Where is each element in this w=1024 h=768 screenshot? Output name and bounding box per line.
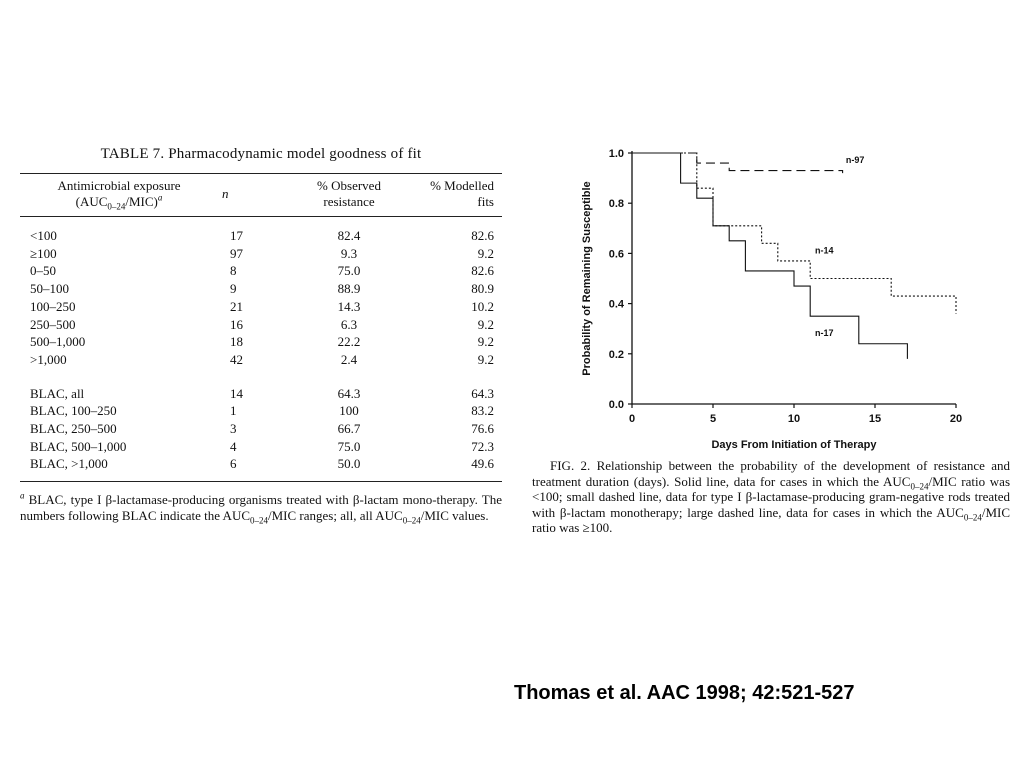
cell-exposure: 250–500 <box>30 316 76 332</box>
cell-n: 16 <box>230 316 243 332</box>
cell-modelled: 76.6 <box>471 421 494 437</box>
y-tick-label: 0.0 <box>608 399 624 411</box>
table-header-row <box>20 174 502 217</box>
header-modelled-line1: % Modelled <box>430 178 494 193</box>
y-tick-label: 0.8 <box>608 198 624 211</box>
cell-observed: 14.3 <box>337 298 361 314</box>
table-row <box>20 438 502 456</box>
x-tick-label: 0 <box>628 413 636 425</box>
cell-n: 4 <box>230 438 237 454</box>
header-exposure-line2b: /MIC) <box>125 194 158 209</box>
table-title: TABLE 7. Pharmacodynamic model goodness of fit <box>100 146 422 162</box>
cell-exposure: 50–100 <box>30 281 69 297</box>
cell-observed: 64.3 <box>337 385 361 401</box>
cell-n: 8 <box>230 263 237 279</box>
cell-modelled: 10.2 <box>471 298 494 314</box>
cell-observed: 6.3 <box>340 316 358 332</box>
citation: Thomas et al. AAC 1998; 42:521-527 <box>514 682 855 704</box>
cell-observed: 22.2 <box>337 334 361 350</box>
cell-n: 21 <box>230 298 243 314</box>
table-panel <box>20 146 502 526</box>
x-tick-label: 5 <box>709 413 717 425</box>
cell-observed: 75.0 <box>337 263 361 279</box>
cell-n: 42 <box>230 351 243 367</box>
series-label: n-14 <box>815 245 834 256</box>
cell-modelled: 9.2 <box>477 351 494 367</box>
header-exposure <box>20 174 220 217</box>
header-exposure-sup: a <box>157 192 163 203</box>
cell-observed: 9.3 <box>340 245 358 261</box>
series-line-n-97 <box>632 153 843 173</box>
cell-n: 9 <box>230 281 237 297</box>
table-row <box>20 280 502 298</box>
cell-n: 18 <box>230 334 243 350</box>
y-tick-label: 0.4 <box>608 298 624 311</box>
survival-chart-panel <box>576 144 976 454</box>
cell-modelled: 83.2 <box>471 403 494 419</box>
cell-observed: 88.9 <box>337 281 361 297</box>
header-observed-line2: resistance <box>323 194 375 209</box>
header-exposure-sub: 0–24 <box>107 201 126 212</box>
cell-observed: 75.0 <box>337 438 361 454</box>
table-body-group1 <box>20 217 502 369</box>
series-label: n-97 <box>845 155 865 166</box>
footnote-text2: /MIC ranges; all, all AUC <box>268 507 403 523</box>
header-n: n <box>222 186 229 201</box>
table-row <box>20 333 502 351</box>
cell-exposure: 0–50 <box>30 263 56 279</box>
table-row <box>20 262 502 280</box>
cell-modelled: 9.2 <box>477 245 494 261</box>
header-exposure-line2a: (AUC <box>75 194 108 209</box>
cell-exposure: BLAC, 500–1,000 <box>30 438 127 454</box>
table-row <box>20 420 502 438</box>
y-tick-label: 1.0 <box>608 148 624 160</box>
table-row <box>20 402 502 420</box>
caption-sub2: 0–24 <box>963 512 982 523</box>
header-modelled-line2: fits <box>477 194 494 209</box>
cell-observed: 100 <box>339 403 359 419</box>
cell-n: 14 <box>230 385 243 401</box>
header-observed <box>287 174 411 217</box>
cell-observed: 66.7 <box>337 421 361 437</box>
x-tick-label: 10 <box>787 413 801 425</box>
survival-chart <box>576 144 976 454</box>
cell-n: 17 <box>230 228 243 243</box>
x-tick-label: 15 <box>868 413 882 425</box>
goodness-of-fit-table <box>20 173 502 481</box>
cell-modelled: 9.2 <box>477 316 494 332</box>
footnote-sub2: 0–24 <box>402 515 421 526</box>
cell-modelled: 82.6 <box>471 263 494 279</box>
cell-modelled: 72.3 <box>471 438 494 454</box>
caption-sub1: 0–24 <box>910 481 929 492</box>
cell-n: 6 <box>230 456 237 472</box>
header-modelled <box>411 174 502 217</box>
table-bottom-rule <box>20 481 502 482</box>
table-row <box>20 217 502 245</box>
cell-exposure: BLAC, 250–500 <box>30 421 117 437</box>
cell-modelled: 80.9 <box>471 281 494 297</box>
cell-exposure: >1,000 <box>30 351 67 367</box>
table-row <box>20 385 502 403</box>
series-label: n-17 <box>815 328 834 339</box>
cell-observed: 82.4 <box>337 228 361 243</box>
table-row <box>20 245 502 263</box>
y-tick-label: 0.6 <box>608 248 624 261</box>
series-line-n-17 <box>632 153 907 359</box>
cell-modelled: 82.6 <box>471 228 494 243</box>
footnote-text1: BLAC, type I β-lactamase-producing organisms treated with β-lactam mono-therapy. The numbers following BLAC indicate the AUC <box>20 492 502 523</box>
header-observed-line1: % Observed <box>317 178 381 193</box>
cell-n: 1 <box>230 403 237 419</box>
cell-exposure: BLAC, >1,000 <box>30 456 108 472</box>
y-axis-title: Probability of Remaining Susceptible <box>581 181 593 376</box>
table-row <box>20 316 502 334</box>
cell-modelled: 49.6 <box>471 456 494 472</box>
figure-caption <box>532 458 1010 536</box>
cell-modelled: 9.2 <box>477 334 494 350</box>
cell-exposure: 500–1,000 <box>30 334 86 350</box>
x-tick-label: 20 <box>949 413 963 425</box>
cell-n: 97 <box>230 245 243 261</box>
caption-text2: /MIC ratio was <100; small dashed line, data for type I β-lactamase-producing gram-negative rods treated with β-lactam monotherapy; large dashed line, data for cases in which the AUC <box>532 473 1011 520</box>
footnote-text3: /MIC values. <box>420 507 489 523</box>
table-body-group2 <box>20 385 502 482</box>
cell-observed: 50.0 <box>337 456 361 472</box>
header-exposure-line1: Antimicrobial exposure <box>57 178 181 193</box>
caption-text1: FIG. 2. Relationship between the probability of the development of resistance and treatment duration (days). Solid line, data for cases in which the AUC <box>532 458 1010 489</box>
footnote-sub1: 0–24 <box>250 515 269 526</box>
x-axis-title: Days From Initiation of Therapy <box>711 439 877 451</box>
cell-observed: 2.4 <box>340 351 358 367</box>
cell-exposure: BLAC, all <box>30 385 85 401</box>
cell-exposure: <100 <box>30 228 57 243</box>
table-row <box>20 455 502 481</box>
footnote-sup: a <box>20 490 25 501</box>
table-row <box>20 351 502 369</box>
cell-exposure: BLAC, 100–250 <box>30 403 117 419</box>
cell-exposure: 100–250 <box>30 298 76 314</box>
table-row <box>20 298 502 316</box>
caption-text3: /MIC ratio was ≥100. <box>532 504 1010 535</box>
table-footnote <box>20 490 502 526</box>
cell-n: 3 <box>230 421 237 437</box>
cell-exposure: ≥100 <box>30 245 57 261</box>
cell-modelled: 64.3 <box>471 385 494 401</box>
y-tick-label: 0.2 <box>608 348 624 361</box>
